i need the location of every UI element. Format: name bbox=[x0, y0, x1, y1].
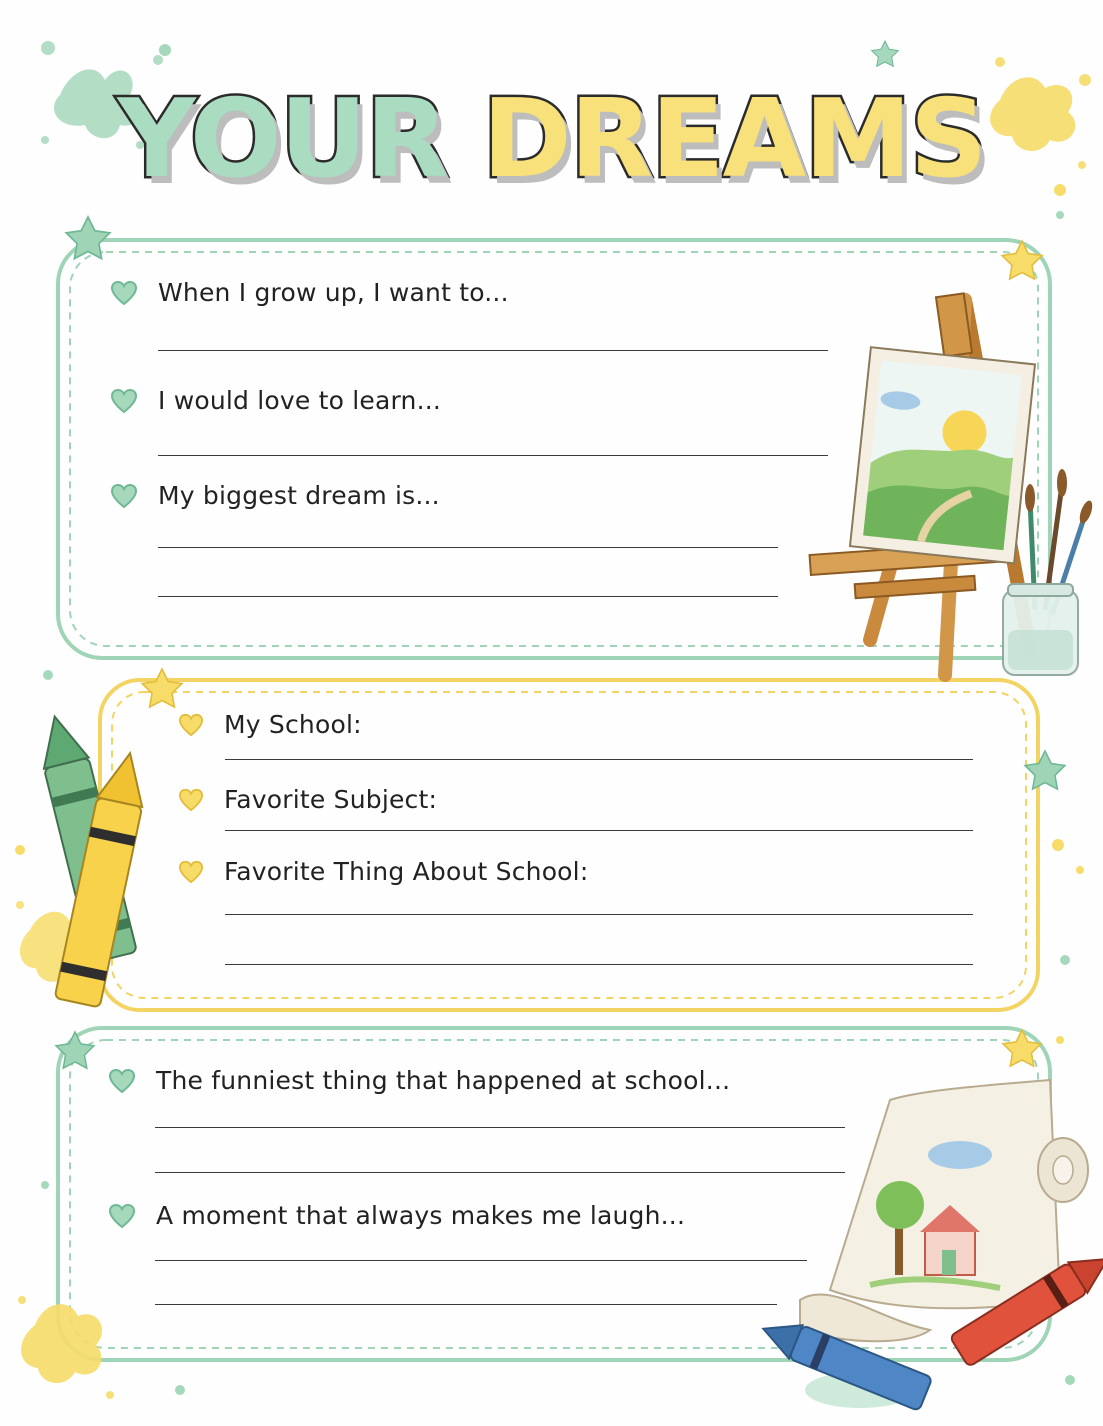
heart-icon bbox=[110, 388, 138, 414]
star-icon bbox=[142, 669, 182, 707]
prompt-label: My School: bbox=[224, 710, 362, 739]
answer-line[interactable] bbox=[158, 455, 828, 456]
title-word-your: YOUR bbox=[117, 77, 447, 202]
answer-line[interactable] bbox=[158, 350, 828, 351]
prompt-favorite-thing bbox=[178, 857, 588, 886]
answer-line[interactable] bbox=[225, 914, 973, 915]
answer-line[interactable] bbox=[155, 1304, 777, 1305]
prompt-grow-up bbox=[110, 278, 509, 307]
star-icon bbox=[1002, 241, 1042, 279]
star-icon bbox=[1025, 751, 1065, 789]
answer-line[interactable] bbox=[158, 547, 778, 548]
prompt-label: My biggest dream is... bbox=[158, 481, 440, 510]
heart-icon bbox=[178, 860, 204, 884]
title-word-dreams: DREAMS bbox=[482, 77, 986, 202]
heart-icon bbox=[110, 280, 138, 306]
prompt-label: When I grow up, I want to... bbox=[158, 278, 509, 307]
page-title bbox=[0, 77, 1103, 202]
answer-line[interactable] bbox=[155, 1260, 807, 1261]
heart-icon bbox=[108, 1068, 136, 1094]
star-icon bbox=[872, 41, 899, 66]
star-icon bbox=[56, 1032, 94, 1068]
heart-icon bbox=[110, 483, 138, 509]
answer-line[interactable] bbox=[225, 759, 973, 760]
answer-line[interactable] bbox=[155, 1127, 845, 1128]
prompt-label: Favorite Subject: bbox=[224, 785, 438, 814]
answer-line[interactable] bbox=[155, 1172, 845, 1173]
prompt-love-to-learn bbox=[110, 386, 441, 415]
prompt-laugh-moment bbox=[108, 1201, 685, 1230]
answer-line[interactable] bbox=[225, 964, 973, 965]
prompt-my-school bbox=[178, 710, 362, 739]
prompt-funniest-thing bbox=[108, 1066, 730, 1095]
prompt-label: I would love to learn... bbox=[158, 386, 442, 415]
answer-line[interactable] bbox=[158, 596, 778, 597]
prompt-label: Favorite Thing About School: bbox=[224, 857, 589, 886]
answer-line[interactable] bbox=[225, 830, 973, 831]
prompt-favorite-subject bbox=[178, 785, 437, 814]
prompt-label: A moment that always makes me laugh... bbox=[156, 1201, 686, 1230]
heart-icon bbox=[108, 1203, 136, 1229]
heart-icon bbox=[178, 788, 204, 812]
heart-icon bbox=[178, 713, 204, 737]
prompt-biggest-dream bbox=[110, 481, 440, 510]
prompt-label: The funniest thing that happened at school... bbox=[156, 1066, 731, 1095]
easel-icon bbox=[810, 293, 1035, 675]
